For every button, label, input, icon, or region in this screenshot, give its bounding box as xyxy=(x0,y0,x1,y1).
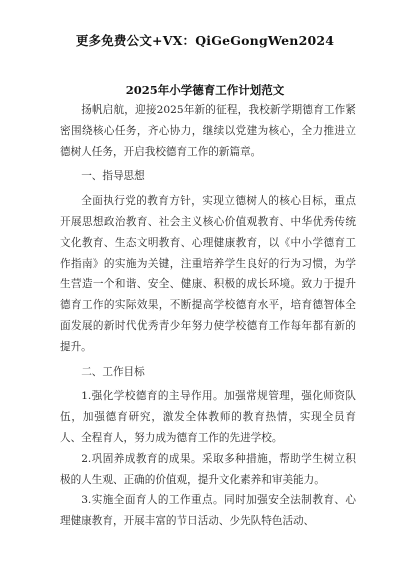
intro-paragraph: 扬帆启航，迎接2025年新的征程，我校新学期德育工作紧密围绕核心任务，齐心协力，继续以党建为核心，全力推进立德树人任务，开启我校德育工作的新篇章。 xyxy=(60,104,356,158)
document-title: 2025年小学德育工作计划范文 xyxy=(125,83,285,97)
section-heading-guiding-ideology: 一、指导思想 xyxy=(81,170,145,183)
goal-paragraph-2: 2.巩固养成教育的成果。采取多种措施，帮助学生树立积极的人生观、正确的价值观，提升文化素养和审美能力。 xyxy=(60,452,356,486)
guiding-ideology-paragraph: 全面执行党的教育方针，实现立德树人的核心目标，重点开展思想政治教育、社会主义核心价值观教育、中华优秀传统文化教育、生态文明教育、心理健康教育，以《中小学德育工作指南》的实施为关键，注重培养学生良好的行为习惯，为学生营造一个和谐、安全、健康、积极的成长环境。致力于提升德育工作的实际效果，不断提高学校德育水平，培育德智体全面发展的新时代优秀青少年努力使学校德育工作每年都有新的提升。 xyxy=(60,195,356,353)
document-body xyxy=(60,100,356,532)
section-heading-work-goals: 二、工作目标 xyxy=(81,365,145,378)
goal-paragraph-1: 1.强化学校德育的主导作用。加强常规管理，强化师资队伍，加强德育研究，激发全体教师的教育热情，实现全员育人、全程育人，努力成为德育工作的先进学校。 xyxy=(60,390,356,444)
goal-paragraph-3: 3.实施全面育人的工作重点。同时加强安全法制教育、心理健康教育，开展丰富的节日活动、少先队特色活动、 xyxy=(60,494,356,528)
promo-header: 更多免费公文+VX：QiGeGongWen2024 xyxy=(75,33,335,48)
